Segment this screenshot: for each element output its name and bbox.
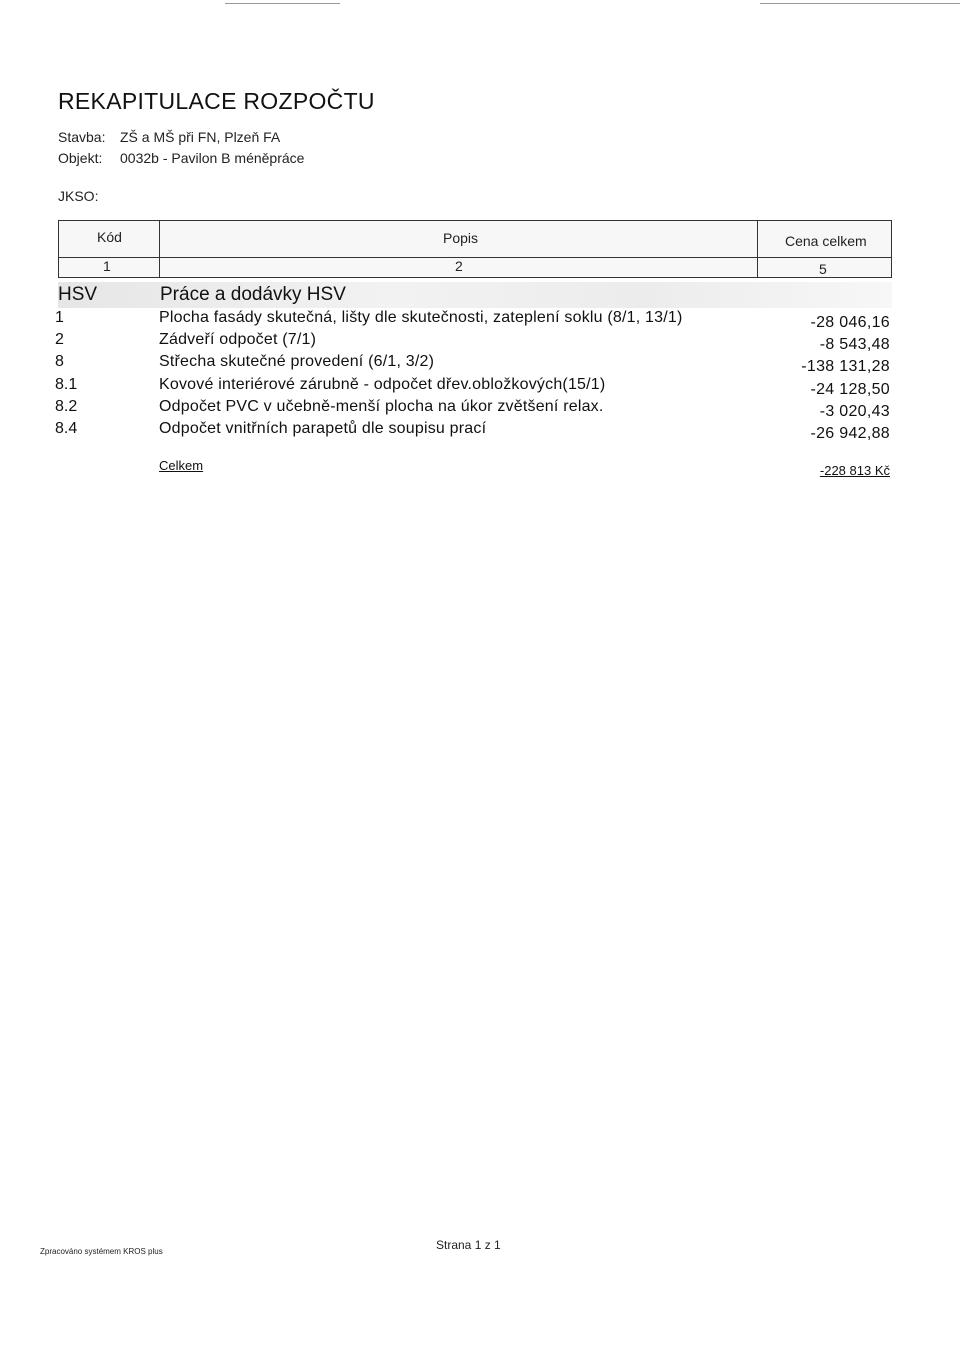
footer-page-number: Strana 1 z 1 [436, 1238, 501, 1252]
header-divider [757, 221, 758, 277]
row-description: Odpočet PVC v učebně-menší plocha na úkor zvětšení relax. [159, 398, 604, 415]
row-code: 2 [55, 331, 64, 348]
row-description: Zádveří odpočet (7/1) [159, 331, 317, 348]
objekt-line [58, 150, 304, 166]
section-row-hsv [58, 282, 892, 308]
row-code: 1 [55, 309, 64, 326]
stavba-value: ZŠ a MŠ při FN, Plzeň FA [120, 129, 281, 145]
objekt-value: 0032b - Pavilon B méněpráce [120, 150, 305, 166]
row-code: 8.4 [55, 420, 78, 437]
header-cena: Cena celkem [785, 233, 867, 249]
header-divider [159, 221, 160, 277]
section-code: HSV [58, 284, 98, 305]
row-code: 8 [55, 353, 64, 370]
section-title: Práce a dodávky HSV [160, 284, 346, 305]
row-description: Odpočet vnitřních parapetů dle soupisu prací [159, 420, 487, 437]
row-amount: -8 543,48 [819, 336, 890, 353]
row-amount: -3 020,43 [819, 403, 890, 420]
row-amount: -26 942,88 [810, 425, 890, 442]
footer-software: Zpracováno systémem KROS plus [40, 1247, 163, 1256]
table-header [58, 220, 892, 278]
table-row [55, 376, 895, 398]
row-description: Střecha skutečné provedení (6/1, 3/2) [159, 353, 435, 370]
stavba-line [58, 129, 280, 145]
jkso-label: JKSO: [58, 188, 99, 204]
objekt-label: Objekt: [58, 150, 103, 166]
row-code: 8.1 [55, 376, 78, 393]
row-code: 8.2 [55, 398, 78, 415]
scan-line-1 [225, 3, 340, 4]
stavba-label: Stavba: [58, 129, 106, 145]
table-row [55, 398, 895, 420]
colnum-kod: 1 [103, 258, 111, 274]
table-row [55, 309, 895, 331]
row-amount: -28 046,16 [810, 314, 890, 331]
row-amount: -24 128,50 [810, 381, 890, 398]
document-title: REKAPITULACE ROZPOČTU [58, 88, 375, 114]
row-description: Kovové interiérové zárubně - odpočet dřev.obložkových(15/1) [159, 376, 606, 393]
header-divider [59, 257, 891, 258]
colnum-cena: 5 [819, 261, 827, 277]
header-kod: Kód [97, 229, 122, 245]
table-row [55, 353, 895, 375]
header-popis: Popis [443, 230, 479, 246]
table-row [55, 420, 895, 442]
total-label: Celkem [159, 458, 204, 473]
scan-line-2 [760, 3, 960, 4]
table-row [55, 331, 895, 353]
row-description: Plocha fasády skutečná, lišty dle skutečnosti, zateplení soklu (8/1, 13/1) [159, 309, 683, 326]
colnum-popis: 2 [455, 258, 463, 274]
row-amount: -138 131,28 [801, 358, 890, 375]
total-amount: -228 813 Kč [819, 463, 890, 478]
